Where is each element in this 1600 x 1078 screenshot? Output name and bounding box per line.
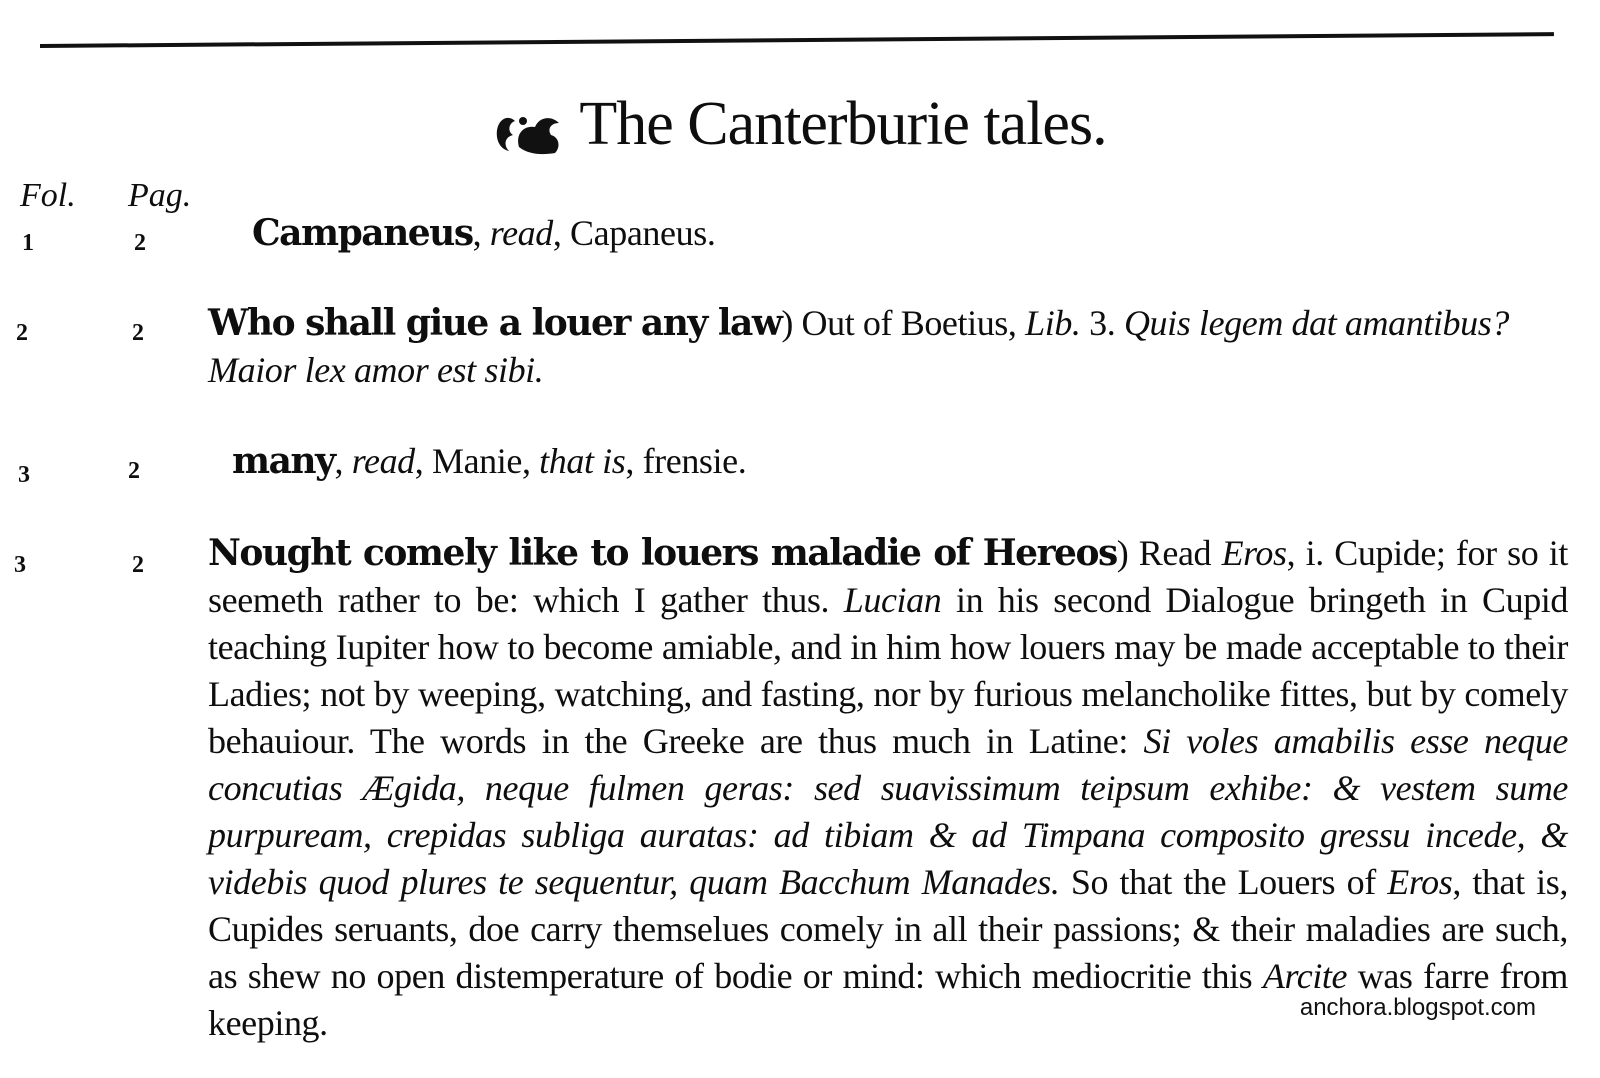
entry-4-text-2: , i. Cupide; for so it seemeth rather to be: which I gather thus.	[208, 533, 1568, 620]
running-head-text: The Canterburie tales.	[579, 90, 1107, 158]
entry-4-latin-quote: Si voles amabilis esse neque concutias Ægida, neque fulmen geras: sed suavissimum teipsum exhibe: & vestem sume purpuream, crepidas subliga auratas: ad tibiam & ad Timpana composito gressu incede, & videbis quod plures te sequentur, quam Bacchum Manades.	[208, 721, 1569, 902]
top-rule	[40, 32, 1554, 48]
entry-3-read: read	[351, 441, 415, 481]
entry-4-lucian: Lucian	[843, 580, 942, 620]
errata-entry-1	[252, 210, 1552, 257]
entry-3-text: ,	[334, 441, 352, 481]
entry-1-pag: 2	[134, 230, 146, 256]
entry-4-text-5: , that is, Cupides seruants, doe carry themselues comely in all their passions; & their maladies are such, as shew no open distemperature of bodie or mind: which mediocritie this	[208, 862, 1568, 996]
fleuron-icon	[493, 101, 565, 151]
errata-entry-3	[232, 438, 1532, 485]
entry-1-fol: 1	[22, 230, 34, 256]
entry-4-pag: 2	[132, 552, 144, 578]
entry-2-fol: 2	[16, 320, 28, 346]
entry-2-lib: Lib.	[1025, 303, 1081, 343]
entry-2-pag: 2	[132, 320, 144, 346]
errata-entry-2	[208, 300, 1568, 394]
entry-4-eros-2: Eros	[1387, 862, 1453, 902]
entry-1-headword: Campaneus	[252, 212, 473, 254]
entry-4-arcite: Arcite	[1262, 956, 1348, 996]
entry-3-that-is: that is	[539, 441, 626, 481]
blog-watermark: anchora.blogspot.com	[1299, 994, 1536, 1021]
entry-3-correction: , Manie,	[414, 441, 540, 481]
pag-column-header: Pag.	[128, 177, 192, 214]
entry-4-text-3: in his second Dialogue bringeth in Cupid teaching Iupiter how to become amiable, and in him how louers may be made acceptable to their Ladies; not by weeping, watching, and fasting, nor by furious melancholike fittes, but by comely behauiour. The words in the Greeke are thus much in Latine:	[208, 580, 1569, 761]
running-head	[0, 88, 1600, 160]
entry-4-text-4: So that the Louers of	[1059, 862, 1388, 902]
entry-4-eros-1: Eros	[1221, 533, 1287, 573]
entry-4-fol: 3	[14, 552, 26, 578]
entry-3-headword: many	[232, 440, 335, 482]
fol-column-header: Fol.	[20, 177, 76, 214]
entry-1-text: ,	[472, 213, 490, 253]
entry-3-pag: 2	[128, 458, 140, 484]
entry-4-headword: Nought comely like to louers maladie of Hereos	[208, 532, 1117, 574]
entry-1-italic: read	[489, 213, 553, 253]
entry-1-correction: , Capaneus.	[552, 213, 716, 253]
entry-4-text-6: was farre from keeping.	[208, 956, 1568, 1043]
entry-4-text-1: ) Read	[1116, 533, 1222, 573]
entry-2-text: ) Out of Boetius,	[781, 303, 1026, 343]
entry-2-headword: Who shall giue a louer any law	[208, 302, 782, 344]
entry-3-gloss: , frensie.	[625, 441, 747, 481]
entry-2-number: 3.	[1080, 303, 1124, 343]
entry-2-latin: Quis legem dat amantibus? Maior lex amor est sibi.	[208, 303, 1509, 390]
entry-3-fol: 3	[18, 462, 30, 488]
errata-entry-4	[208, 530, 1568, 1047]
